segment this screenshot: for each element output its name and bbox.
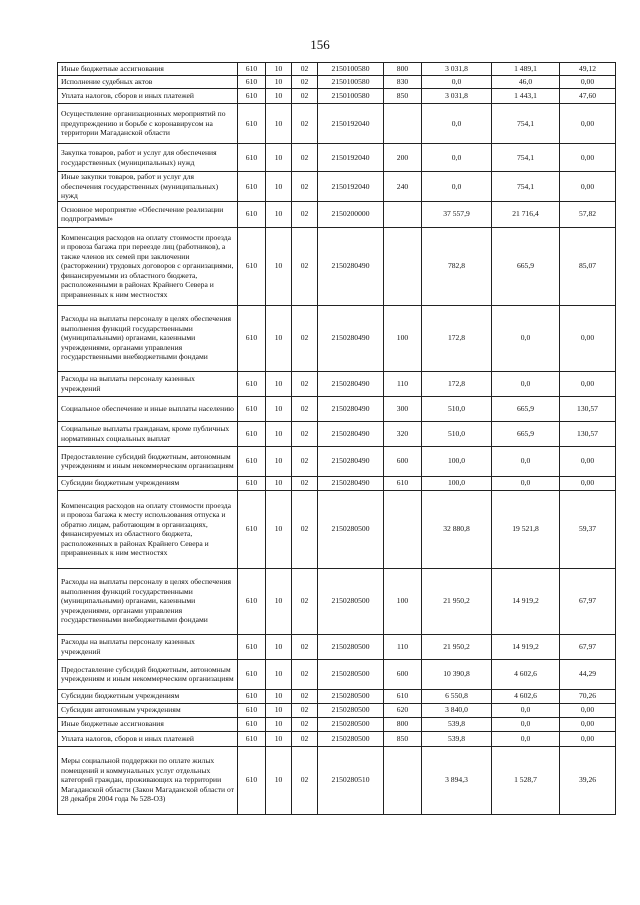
- row-name-cell: Иные бюджетные ассигнования: [58, 63, 238, 76]
- table-row: [58, 446, 616, 476]
- section-cell: 10: [266, 746, 292, 814]
- planned-amount-cell: 539,8: [422, 717, 492, 731]
- admin-code-cell: 610: [238, 476, 266, 490]
- table-row: [58, 172, 616, 202]
- percent-cell: 0,00: [560, 731, 616, 746]
- table-row: [58, 703, 616, 717]
- executed-amount-cell: 19 521,8: [492, 490, 560, 568]
- executed-amount-cell: 14 919,2: [492, 568, 560, 634]
- admin-code-cell: 610: [238, 201, 266, 227]
- row-name-cell: Исполнение судебных актов: [58, 76, 238, 89]
- admin-code-cell: 610: [238, 396, 266, 421]
- subsection-cell: 02: [292, 634, 318, 659]
- executed-amount-cell: 754,1: [492, 144, 560, 172]
- table-row: [58, 76, 616, 89]
- subsection-cell: 02: [292, 201, 318, 227]
- row-name-cell: Уплата налогов, сборов и иных платежей: [58, 731, 238, 746]
- admin-code-cell: 610: [238, 689, 266, 703]
- subsection-cell: 02: [292, 568, 318, 634]
- section-cell: 10: [266, 476, 292, 490]
- percent-cell: 0,00: [560, 305, 616, 371]
- subsection-cell: 02: [292, 703, 318, 717]
- expense-type-cell: 110: [384, 371, 422, 396]
- expense-type-cell: [384, 104, 422, 144]
- percent-cell: 47,60: [560, 89, 616, 104]
- subsection-cell: 02: [292, 446, 318, 476]
- percent-cell: 85,07: [560, 227, 616, 305]
- subsection-cell: 02: [292, 490, 318, 568]
- planned-amount-cell: 100,0: [422, 446, 492, 476]
- row-name-cell: Субсидии автономным учреждениям: [58, 703, 238, 717]
- target-code-cell: 2150280500: [318, 717, 384, 731]
- section-cell: 10: [266, 689, 292, 703]
- executed-amount-cell: 665,9: [492, 421, 560, 446]
- planned-amount-cell: 21 950,2: [422, 568, 492, 634]
- target-code-cell: 2150280510: [318, 746, 384, 814]
- planned-amount-cell: 6 550,8: [422, 689, 492, 703]
- row-name-cell: Расходы на выплаты персоналу казенных учреждений: [58, 371, 238, 396]
- table-row: [58, 305, 616, 371]
- planned-amount-cell: 0,0: [422, 144, 492, 172]
- subsection-cell: 02: [292, 63, 318, 76]
- target-code-cell: 2150280490: [318, 421, 384, 446]
- table-row: [58, 659, 616, 689]
- percent-cell: 70,26: [560, 689, 616, 703]
- expense-type-cell: 110: [384, 634, 422, 659]
- subsection-cell: 02: [292, 746, 318, 814]
- expense-type-cell: 850: [384, 89, 422, 104]
- section-cell: 10: [266, 371, 292, 396]
- section-cell: 10: [266, 144, 292, 172]
- planned-amount-cell: 510,0: [422, 421, 492, 446]
- section-cell: 10: [266, 76, 292, 89]
- percent-cell: 39,26: [560, 746, 616, 814]
- expense-type-cell: 800: [384, 63, 422, 76]
- section-cell: 10: [266, 490, 292, 568]
- table-body: [58, 63, 616, 815]
- section-cell: 10: [266, 63, 292, 76]
- executed-amount-cell: 0,0: [492, 731, 560, 746]
- row-name-cell: Социальные выплаты гражданам, кроме публичных нормативных социальных выплат: [58, 421, 238, 446]
- row-name-cell: Компенсация расходов на оплату стоимости проезда и провоза багажа к месту использования отпуска и обратно лицам, работающим в организациях, финансируемых из областного бюджета, расположенных в районах Крайнего Севера и приравненных к ним местностях: [58, 490, 238, 568]
- percent-cell: 44,29: [560, 659, 616, 689]
- row-name-cell: Расходы на выплаты персоналу в целях обеспечения выполнения функций государственными (муниципальными) органами, казенными учреждениями, органами управления государственными внебюджетными фондами: [58, 568, 238, 634]
- table-row: [58, 476, 616, 490]
- subsection-cell: 02: [292, 717, 318, 731]
- planned-amount-cell: 37 557,9: [422, 201, 492, 227]
- planned-amount-cell: 0,0: [422, 76, 492, 89]
- planned-amount-cell: 3 894,3: [422, 746, 492, 814]
- admin-code-cell: 610: [238, 421, 266, 446]
- planned-amount-cell: 10 390,8: [422, 659, 492, 689]
- section-cell: 10: [266, 396, 292, 421]
- subsection-cell: 02: [292, 731, 318, 746]
- executed-amount-cell: 0,0: [492, 446, 560, 476]
- percent-cell: 0,00: [560, 144, 616, 172]
- planned-amount-cell: 172,8: [422, 305, 492, 371]
- expense-type-cell: 610: [384, 476, 422, 490]
- table-row: [58, 104, 616, 144]
- target-code-cell: 2150280500: [318, 568, 384, 634]
- row-name-cell: Иные закупки товаров, работ и услуг для обеспечения государственных (муниципальных) нужд: [58, 172, 238, 202]
- section-cell: 10: [266, 421, 292, 446]
- section-cell: 10: [266, 446, 292, 476]
- percent-cell: 67,97: [560, 568, 616, 634]
- percent-cell: 57,82: [560, 201, 616, 227]
- subsection-cell: 02: [292, 371, 318, 396]
- table-row: [58, 568, 616, 634]
- admin-code-cell: 610: [238, 446, 266, 476]
- executed-amount-cell: 1 443,1: [492, 89, 560, 104]
- table-row: [58, 63, 616, 76]
- percent-cell: 0,00: [560, 371, 616, 396]
- expense-type-cell: 240: [384, 172, 422, 202]
- target-code-cell: 2150280500: [318, 731, 384, 746]
- admin-code-cell: 610: [238, 172, 266, 202]
- planned-amount-cell: 3 840,0: [422, 703, 492, 717]
- admin-code-cell: 610: [238, 144, 266, 172]
- target-code-cell: 2150280490: [318, 396, 384, 421]
- planned-amount-cell: 21 950,2: [422, 634, 492, 659]
- planned-amount-cell: 510,0: [422, 396, 492, 421]
- percent-cell: 0,00: [560, 172, 616, 202]
- row-name-cell: Предоставление субсидий бюджетным, автономным учреждениям и иным некоммерческим организациям: [58, 446, 238, 476]
- expense-type-cell: 800: [384, 717, 422, 731]
- target-code-cell: 2150100580: [318, 89, 384, 104]
- row-name-cell: Основное мероприятие «Обеспечение реализации подпрограммы»: [58, 201, 238, 227]
- section-cell: 10: [266, 568, 292, 634]
- section-cell: 10: [266, 201, 292, 227]
- table-row: [58, 227, 616, 305]
- row-name-cell: Закупка товаров, работ и услуг для обеспечения государственных (муниципальных) нужд: [58, 144, 238, 172]
- row-name-cell: Социальное обеспечение и иные выплаты населению: [58, 396, 238, 421]
- expense-type-cell: 600: [384, 446, 422, 476]
- executed-amount-cell: 4 602,6: [492, 659, 560, 689]
- executed-amount-cell: 46,0: [492, 76, 560, 89]
- expense-type-cell: 200: [384, 144, 422, 172]
- target-code-cell: 2150192040: [318, 172, 384, 202]
- section-cell: 10: [266, 717, 292, 731]
- admin-code-cell: 610: [238, 746, 266, 814]
- subsection-cell: 02: [292, 659, 318, 689]
- target-code-cell: 2150280490: [318, 305, 384, 371]
- row-name-cell: Расходы на выплаты персоналу в целях обеспечения выполнения функций государственными (муниципальными) органами, казенными учреждениями, органами управления государственными внебюджетными фондами: [58, 305, 238, 371]
- planned-amount-cell: 3 031,8: [422, 89, 492, 104]
- admin-code-cell: 610: [238, 63, 266, 76]
- expense-type-cell: [384, 201, 422, 227]
- table-row: [58, 421, 616, 446]
- expense-type-cell: 620: [384, 703, 422, 717]
- row-name-cell: Предоставление субсидий бюджетным, автономным учреждениям и иным некоммерческим организациям: [58, 659, 238, 689]
- budget-table: [57, 62, 616, 815]
- admin-code-cell: 610: [238, 568, 266, 634]
- row-name-cell: Расходы на выплаты персоналу казенных учреждений: [58, 634, 238, 659]
- target-code-cell: 2150200000: [318, 201, 384, 227]
- table-row: [58, 689, 616, 703]
- target-code-cell: 2150192040: [318, 104, 384, 144]
- percent-cell: 0,00: [560, 104, 616, 144]
- planned-amount-cell: 172,8: [422, 371, 492, 396]
- percent-cell: 49,12: [560, 63, 616, 76]
- row-name-cell: Иные бюджетные ассигнования: [58, 717, 238, 731]
- subsection-cell: 02: [292, 76, 318, 89]
- expense-type-cell: [384, 746, 422, 814]
- subsection-cell: 02: [292, 305, 318, 371]
- expense-type-cell: 850: [384, 731, 422, 746]
- executed-amount-cell: 665,9: [492, 396, 560, 421]
- subsection-cell: 02: [292, 144, 318, 172]
- row-name-cell: Субсидии бюджетным учреждениям: [58, 689, 238, 703]
- target-code-cell: 2150280490: [318, 476, 384, 490]
- row-name-cell: Осуществление организационных мероприятий по предупреждению и борьбе с коронавирусом на территории Магаданской области: [58, 104, 238, 144]
- admin-code-cell: 610: [238, 104, 266, 144]
- planned-amount-cell: 782,8: [422, 227, 492, 305]
- expense-type-cell: 100: [384, 568, 422, 634]
- section-cell: 10: [266, 305, 292, 371]
- section-cell: 10: [266, 104, 292, 144]
- subsection-cell: 02: [292, 476, 318, 490]
- target-code-cell: 2150280500: [318, 689, 384, 703]
- executed-amount-cell: 0,0: [492, 703, 560, 717]
- expense-type-cell: 600: [384, 659, 422, 689]
- target-code-cell: 2150280490: [318, 227, 384, 305]
- executed-amount-cell: 4 602,6: [492, 689, 560, 703]
- percent-cell: 0,00: [560, 703, 616, 717]
- target-code-cell: 2150280490: [318, 371, 384, 396]
- subsection-cell: 02: [292, 396, 318, 421]
- percent-cell: 0,00: [560, 76, 616, 89]
- planned-amount-cell: 0,0: [422, 104, 492, 144]
- row-name-cell: Компенсация расходов на оплату стоимости проезда и провоза багажа при переезде лиц (работников), а также членов их семей при заключении (расторжении) трудовых договоров с организациями, финансируемыми из областного бюджета, расположенными в районах Крайнего Севера и приравненных к ним местностях: [58, 227, 238, 305]
- admin-code-cell: 610: [238, 227, 266, 305]
- table-row: [58, 717, 616, 731]
- admin-code-cell: 610: [238, 76, 266, 89]
- admin-code-cell: 610: [238, 89, 266, 104]
- table-row: [58, 731, 616, 746]
- target-code-cell: 2150280500: [318, 490, 384, 568]
- expense-type-cell: 830: [384, 76, 422, 89]
- subsection-cell: 02: [292, 689, 318, 703]
- percent-cell: 59,37: [560, 490, 616, 568]
- target-code-cell: 2150100580: [318, 63, 384, 76]
- admin-code-cell: 610: [238, 490, 266, 568]
- table-row: [58, 396, 616, 421]
- expense-type-cell: 610: [384, 689, 422, 703]
- executed-amount-cell: 754,1: [492, 172, 560, 202]
- executed-amount-cell: 0,0: [492, 717, 560, 731]
- expense-type-cell: 300: [384, 396, 422, 421]
- executed-amount-cell: 665,9: [492, 227, 560, 305]
- expense-type-cell: 100: [384, 305, 422, 371]
- executed-amount-cell: 14 919,2: [492, 634, 560, 659]
- admin-code-cell: 610: [238, 659, 266, 689]
- section-cell: 10: [266, 659, 292, 689]
- admin-code-cell: 610: [238, 634, 266, 659]
- row-name-cell: Меры социальной поддержки по оплате жилых помещений и коммунальных услуг отдельных категорий граждан, проживающих на территории Магаданской области (Закон Магаданской области от 28 декабря 2004 года № 528-ОЗ): [58, 746, 238, 814]
- planned-amount-cell: 32 880,8: [422, 490, 492, 568]
- target-code-cell: 2150280500: [318, 703, 384, 717]
- percent-cell: 0,00: [560, 476, 616, 490]
- table-row: [58, 201, 616, 227]
- table-row: [58, 490, 616, 568]
- subsection-cell: 02: [292, 172, 318, 202]
- executed-amount-cell: 0,0: [492, 305, 560, 371]
- section-cell: 10: [266, 634, 292, 659]
- executed-amount-cell: 0,0: [492, 371, 560, 396]
- table-row: [58, 144, 616, 172]
- table-row: [58, 634, 616, 659]
- percent-cell: 0,00: [560, 717, 616, 731]
- target-code-cell: 2150192040: [318, 144, 384, 172]
- admin-code-cell: 610: [238, 717, 266, 731]
- row-name-cell: Уплата налогов, сборов и иных платежей: [58, 89, 238, 104]
- section-cell: 10: [266, 227, 292, 305]
- row-name-cell: Субсидии бюджетным учреждениям: [58, 476, 238, 490]
- planned-amount-cell: 0,0: [422, 172, 492, 202]
- table-row: [58, 89, 616, 104]
- subsection-cell: 02: [292, 421, 318, 446]
- table-row: [58, 371, 616, 396]
- section-cell: 10: [266, 731, 292, 746]
- target-code-cell: 2150280490: [318, 446, 384, 476]
- subsection-cell: 02: [292, 104, 318, 144]
- expense-type-cell: 320: [384, 421, 422, 446]
- section-cell: 10: [266, 89, 292, 104]
- table-row: [58, 746, 616, 814]
- admin-code-cell: 610: [238, 305, 266, 371]
- executed-amount-cell: 754,1: [492, 104, 560, 144]
- section-cell: 10: [266, 703, 292, 717]
- executed-amount-cell: 1 489,1: [492, 63, 560, 76]
- admin-code-cell: 610: [238, 731, 266, 746]
- subsection-cell: 02: [292, 89, 318, 104]
- target-code-cell: 2150100580: [318, 76, 384, 89]
- admin-code-cell: 610: [238, 703, 266, 717]
- target-code-cell: 2150280500: [318, 634, 384, 659]
- expense-type-cell: [384, 227, 422, 305]
- executed-amount-cell: 21 716,4: [492, 201, 560, 227]
- target-code-cell: 2150280500: [318, 659, 384, 689]
- planned-amount-cell: 100,0: [422, 476, 492, 490]
- subsection-cell: 02: [292, 227, 318, 305]
- percent-cell: 0,00: [560, 446, 616, 476]
- percent-cell: 130,57: [560, 421, 616, 446]
- executed-amount-cell: 0,0: [492, 476, 560, 490]
- executed-amount-cell: 1 528,7: [492, 746, 560, 814]
- expense-type-cell: [384, 490, 422, 568]
- percent-cell: 67,97: [560, 634, 616, 659]
- admin-code-cell: 610: [238, 371, 266, 396]
- planned-amount-cell: 3 031,8: [422, 63, 492, 76]
- planned-amount-cell: 539,8: [422, 731, 492, 746]
- section-cell: 10: [266, 172, 292, 202]
- page-number: 156: [310, 37, 330, 52]
- percent-cell: 130,57: [560, 396, 616, 421]
